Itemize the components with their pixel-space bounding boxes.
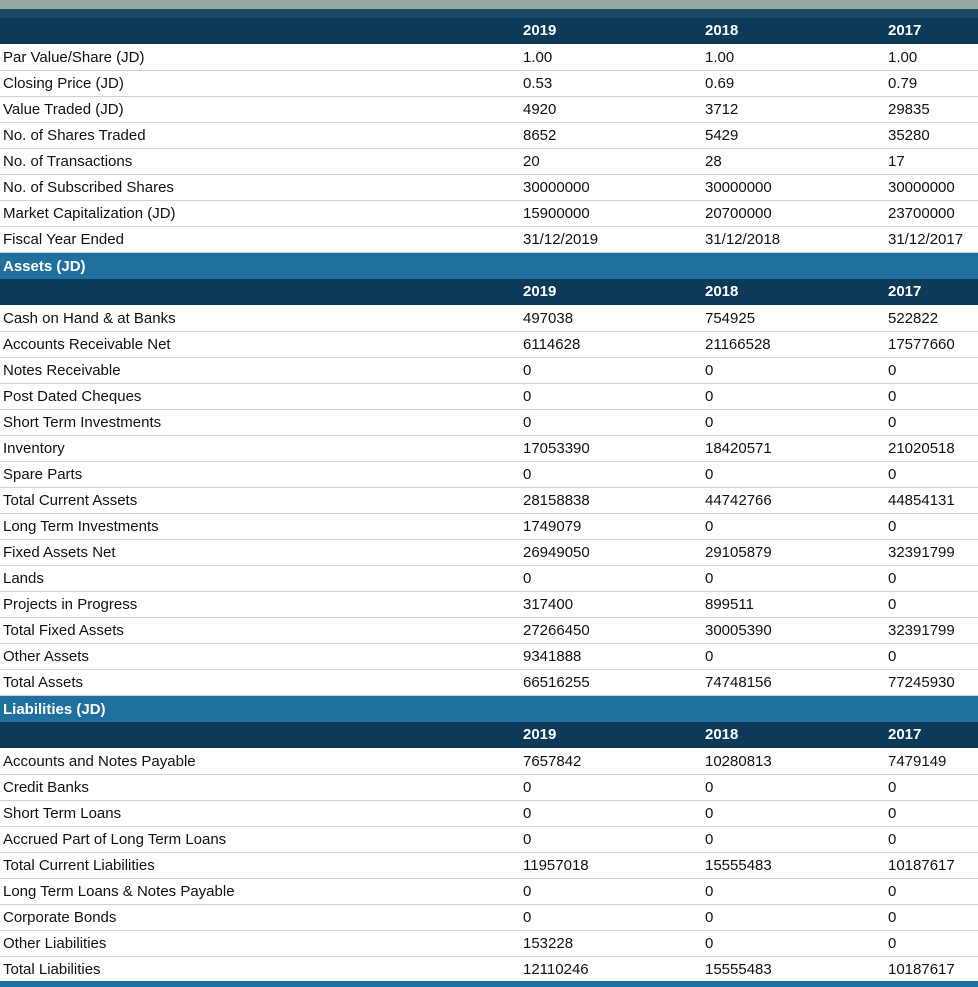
value-2017: 29835 — [888, 101, 930, 118]
value-2017: 0 — [888, 831, 897, 848]
liabilities-section-title — [0, 696, 978, 722]
row-label: Accounts and Notes Payable — [3, 753, 196, 770]
value-2019: 317400 — [523, 596, 574, 613]
row-label: Total Assets — [3, 674, 84, 691]
bottom-bar — [0, 981, 978, 987]
table-row — [0, 409, 978, 436]
row-label: Other Assets — [3, 648, 89, 665]
value-2017: 0 — [888, 648, 897, 665]
value-2019: 12110246 — [523, 961, 589, 978]
assets-section-title — [0, 253, 978, 279]
value-2017: 522822 — [888, 310, 939, 327]
value-2017: 17577660 — [888, 336, 955, 353]
value-2017: 0 — [888, 388, 897, 405]
row-label: Inventory — [3, 440, 65, 457]
table-row — [0, 70, 978, 97]
table-row — [0, 904, 978, 931]
row-label: Accounts Receivable Net — [3, 336, 171, 353]
table-row — [0, 852, 978, 879]
value-2018: 0 — [705, 648, 714, 665]
value-2018: 30005390 — [705, 622, 772, 639]
table-row — [0, 435, 978, 462]
value-2018: 3712 — [705, 101, 739, 118]
row-label: No. of Transactions — [3, 153, 133, 170]
value-2019: 0 — [523, 831, 532, 848]
row-label: Long Term Loans & Notes Payable — [3, 883, 235, 900]
table-row — [0, 617, 978, 644]
row-label: Credit Banks — [3, 779, 89, 796]
value-2018: 74748156 — [705, 674, 772, 691]
value-2018: 0 — [705, 518, 714, 535]
table-row — [0, 357, 978, 384]
value-2019: 27266450 — [523, 622, 590, 639]
table-row — [0, 148, 978, 175]
value-2018: 5429 — [705, 127, 739, 144]
value-2019: 0 — [523, 414, 532, 431]
value-2017: 0 — [888, 909, 897, 926]
value-2019: 30000000 — [523, 179, 590, 196]
value-2018: 28 — [705, 153, 722, 170]
value-2017: 32391799 — [888, 544, 955, 561]
table-row — [0, 643, 978, 670]
value-2018: 0 — [705, 362, 714, 379]
value-2019: 11957018 — [523, 857, 589, 874]
row-label: Fixed Assets Net — [3, 544, 116, 561]
value-2017: 30000000 — [888, 179, 955, 196]
table-row — [0, 305, 978, 332]
value-2018: 18420571 — [705, 440, 772, 457]
table-row — [0, 565, 978, 592]
row-label: Notes Receivable — [3, 362, 121, 379]
table-row — [0, 174, 978, 201]
row-label: Other Liabilities — [3, 935, 107, 952]
year-2017-label: 2017 — [888, 22, 922, 39]
table-row — [0, 122, 978, 149]
row-label: Spare Parts — [3, 466, 83, 483]
table-row — [0, 539, 978, 566]
row-label: Short Term Loans — [3, 805, 122, 822]
value-2017: 32391799 — [888, 622, 955, 639]
row-label: Total Current Liabilities — [3, 857, 155, 874]
value-2018: 20700000 — [705, 205, 772, 222]
row-label: Market Capitalization (JD) — [3, 205, 176, 222]
value-2017: 0 — [888, 596, 897, 613]
table-row — [0, 513, 978, 540]
year-2019-label: 2019 — [523, 22, 557, 39]
value-2018: 0 — [705, 779, 714, 796]
value-2018: 0 — [705, 414, 714, 431]
top-strip — [0, 0, 978, 9]
year-2017-label: 2017 — [888, 283, 922, 300]
table-row — [0, 878, 978, 905]
row-label: Total Current Assets — [3, 492, 138, 509]
value-2018: 0 — [705, 909, 714, 926]
table-row — [0, 461, 978, 488]
value-2017: 23700000 — [888, 205, 955, 222]
value-2017: 44854131 — [888, 492, 955, 509]
year-2018-label: 2018 — [705, 726, 739, 743]
value-2018: 15555483 — [705, 961, 772, 978]
value-2018: 0 — [705, 388, 714, 405]
value-2019: 0 — [523, 388, 532, 405]
table-row — [0, 487, 978, 514]
value-2019: 0 — [523, 362, 532, 379]
assets-year-header — [0, 279, 978, 305]
value-2019: 9341888 — [523, 648, 582, 665]
row-label: Short Term Investments — [3, 414, 162, 431]
value-2017: 35280 — [888, 127, 930, 144]
table-row — [0, 930, 978, 957]
value-2018: 0 — [705, 466, 714, 483]
value-2017: 0.79 — [888, 75, 918, 92]
value-2019: 7657842 — [523, 753, 582, 770]
value-2018: 31/12/2018 — [705, 231, 781, 248]
liabilities-title: Liabilities (JD) — [3, 701, 106, 718]
row-label: Par Value/Share (JD) — [3, 49, 145, 66]
table-row — [0, 774, 978, 801]
value-2017: 0 — [888, 883, 897, 900]
table-row — [0, 748, 978, 775]
value-2019: 8652 — [523, 127, 557, 144]
value-2019: 1749079 — [523, 518, 582, 535]
row-label: No. of Shares Traded — [3, 127, 146, 144]
value-2018: 0.69 — [705, 75, 735, 92]
row-label: Corporate Bonds — [3, 909, 117, 926]
value-2018: 10280813 — [705, 753, 772, 770]
value-2018: 1.00 — [705, 49, 735, 66]
row-label: Fiscal Year Ended — [3, 231, 124, 248]
value-2019: 28158838 — [523, 492, 590, 509]
table-row — [0, 591, 978, 618]
row-label: No. of Subscribed Shares — [3, 179, 174, 196]
value-2019: 153228 — [523, 935, 574, 952]
table-row — [0, 200, 978, 227]
value-2019: 0 — [523, 779, 532, 796]
value-2018: 0 — [705, 570, 714, 587]
table-row — [0, 96, 978, 123]
value-2018: 0 — [705, 883, 714, 900]
value-2017: 31/12/2017 — [888, 231, 964, 248]
year-2018-label: 2018 — [705, 283, 739, 300]
row-label: Value Traded (JD) — [3, 101, 124, 118]
value-2017: 0 — [888, 935, 897, 952]
row-label: Total Fixed Assets — [3, 622, 124, 639]
value-2017: 0 — [888, 466, 897, 483]
table-row — [0, 383, 978, 410]
value-2017: 0 — [888, 414, 897, 431]
row-label: Closing Price (JD) — [3, 75, 124, 92]
value-2019: 0 — [523, 570, 532, 587]
value-2019: 31/12/2019 — [523, 231, 599, 248]
table-row — [0, 800, 978, 827]
value-2017: 0 — [888, 362, 897, 379]
value-2019: 0 — [523, 883, 532, 900]
value-2019: 0 — [523, 466, 532, 483]
assets-title: Assets (JD) — [3, 258, 86, 275]
table-row — [0, 226, 978, 253]
top-strip-dark — [0, 9, 978, 18]
row-label: Total Liabilities — [3, 961, 101, 978]
value-2019: 17053390 — [523, 440, 590, 457]
value-2018: 0 — [705, 831, 714, 848]
value-2017: 7479149 — [888, 753, 947, 770]
table-row — [0, 331, 978, 358]
row-label: Long Term Investments — [3, 518, 159, 535]
value-2019: 0 — [523, 909, 532, 926]
table-row — [0, 44, 978, 71]
value-2017: 10187617 — [888, 857, 955, 874]
value-2017: 10187617 — [888, 961, 955, 978]
year-2019-label: 2019 — [523, 726, 557, 743]
value-2018: 15555483 — [705, 857, 772, 874]
table-row — [0, 669, 978, 696]
value-2017: 1.00 — [888, 49, 918, 66]
row-label: Accrued Part of Long Term Loans — [3, 831, 227, 848]
value-2018: 899511 — [705, 596, 754, 613]
table-row — [0, 956, 978, 983]
value-2019: 497038 — [523, 310, 574, 327]
value-2017: 21020518 — [888, 440, 955, 457]
value-2018: 44742766 — [705, 492, 772, 509]
value-2019: 20 — [523, 153, 540, 170]
year-2017-label: 2017 — [888, 726, 922, 743]
row-label: Lands — [3, 570, 44, 587]
year-2019-label: 2019 — [523, 283, 557, 300]
row-label: Projects in Progress — [3, 596, 138, 613]
value-2018: 29105879 — [705, 544, 772, 561]
value-2018: 0 — [705, 805, 714, 822]
value-2019: 15900000 — [523, 205, 590, 222]
value-2017: 17 — [888, 153, 905, 170]
market-year-header — [0, 18, 978, 44]
value-2018: 754925 — [705, 310, 756, 327]
value-2019: 1.00 — [523, 49, 553, 66]
year-2018-label: 2018 — [705, 22, 739, 39]
value-2019: 66516255 — [523, 674, 590, 691]
table-row — [0, 826, 978, 853]
value-2019: 0 — [523, 805, 532, 822]
row-label: Post Dated Cheques — [3, 388, 142, 405]
value-2017: 0 — [888, 805, 897, 822]
value-2017: 0 — [888, 518, 897, 535]
value-2018: 0 — [705, 935, 714, 952]
value-2018: 30000000 — [705, 179, 772, 196]
value-2019: 26949050 — [523, 544, 590, 561]
value-2017: 0 — [888, 570, 897, 587]
value-2017: 77245930 — [888, 674, 955, 691]
value-2019: 4920 — [523, 101, 557, 118]
value-2019: 6114628 — [523, 336, 581, 353]
value-2018: 21166528 — [705, 336, 771, 353]
value-2019: 0.53 — [523, 75, 553, 92]
row-label: Cash on Hand & at Banks — [3, 310, 176, 327]
liabilities-year-header — [0, 722, 978, 748]
value-2017: 0 — [888, 779, 897, 796]
